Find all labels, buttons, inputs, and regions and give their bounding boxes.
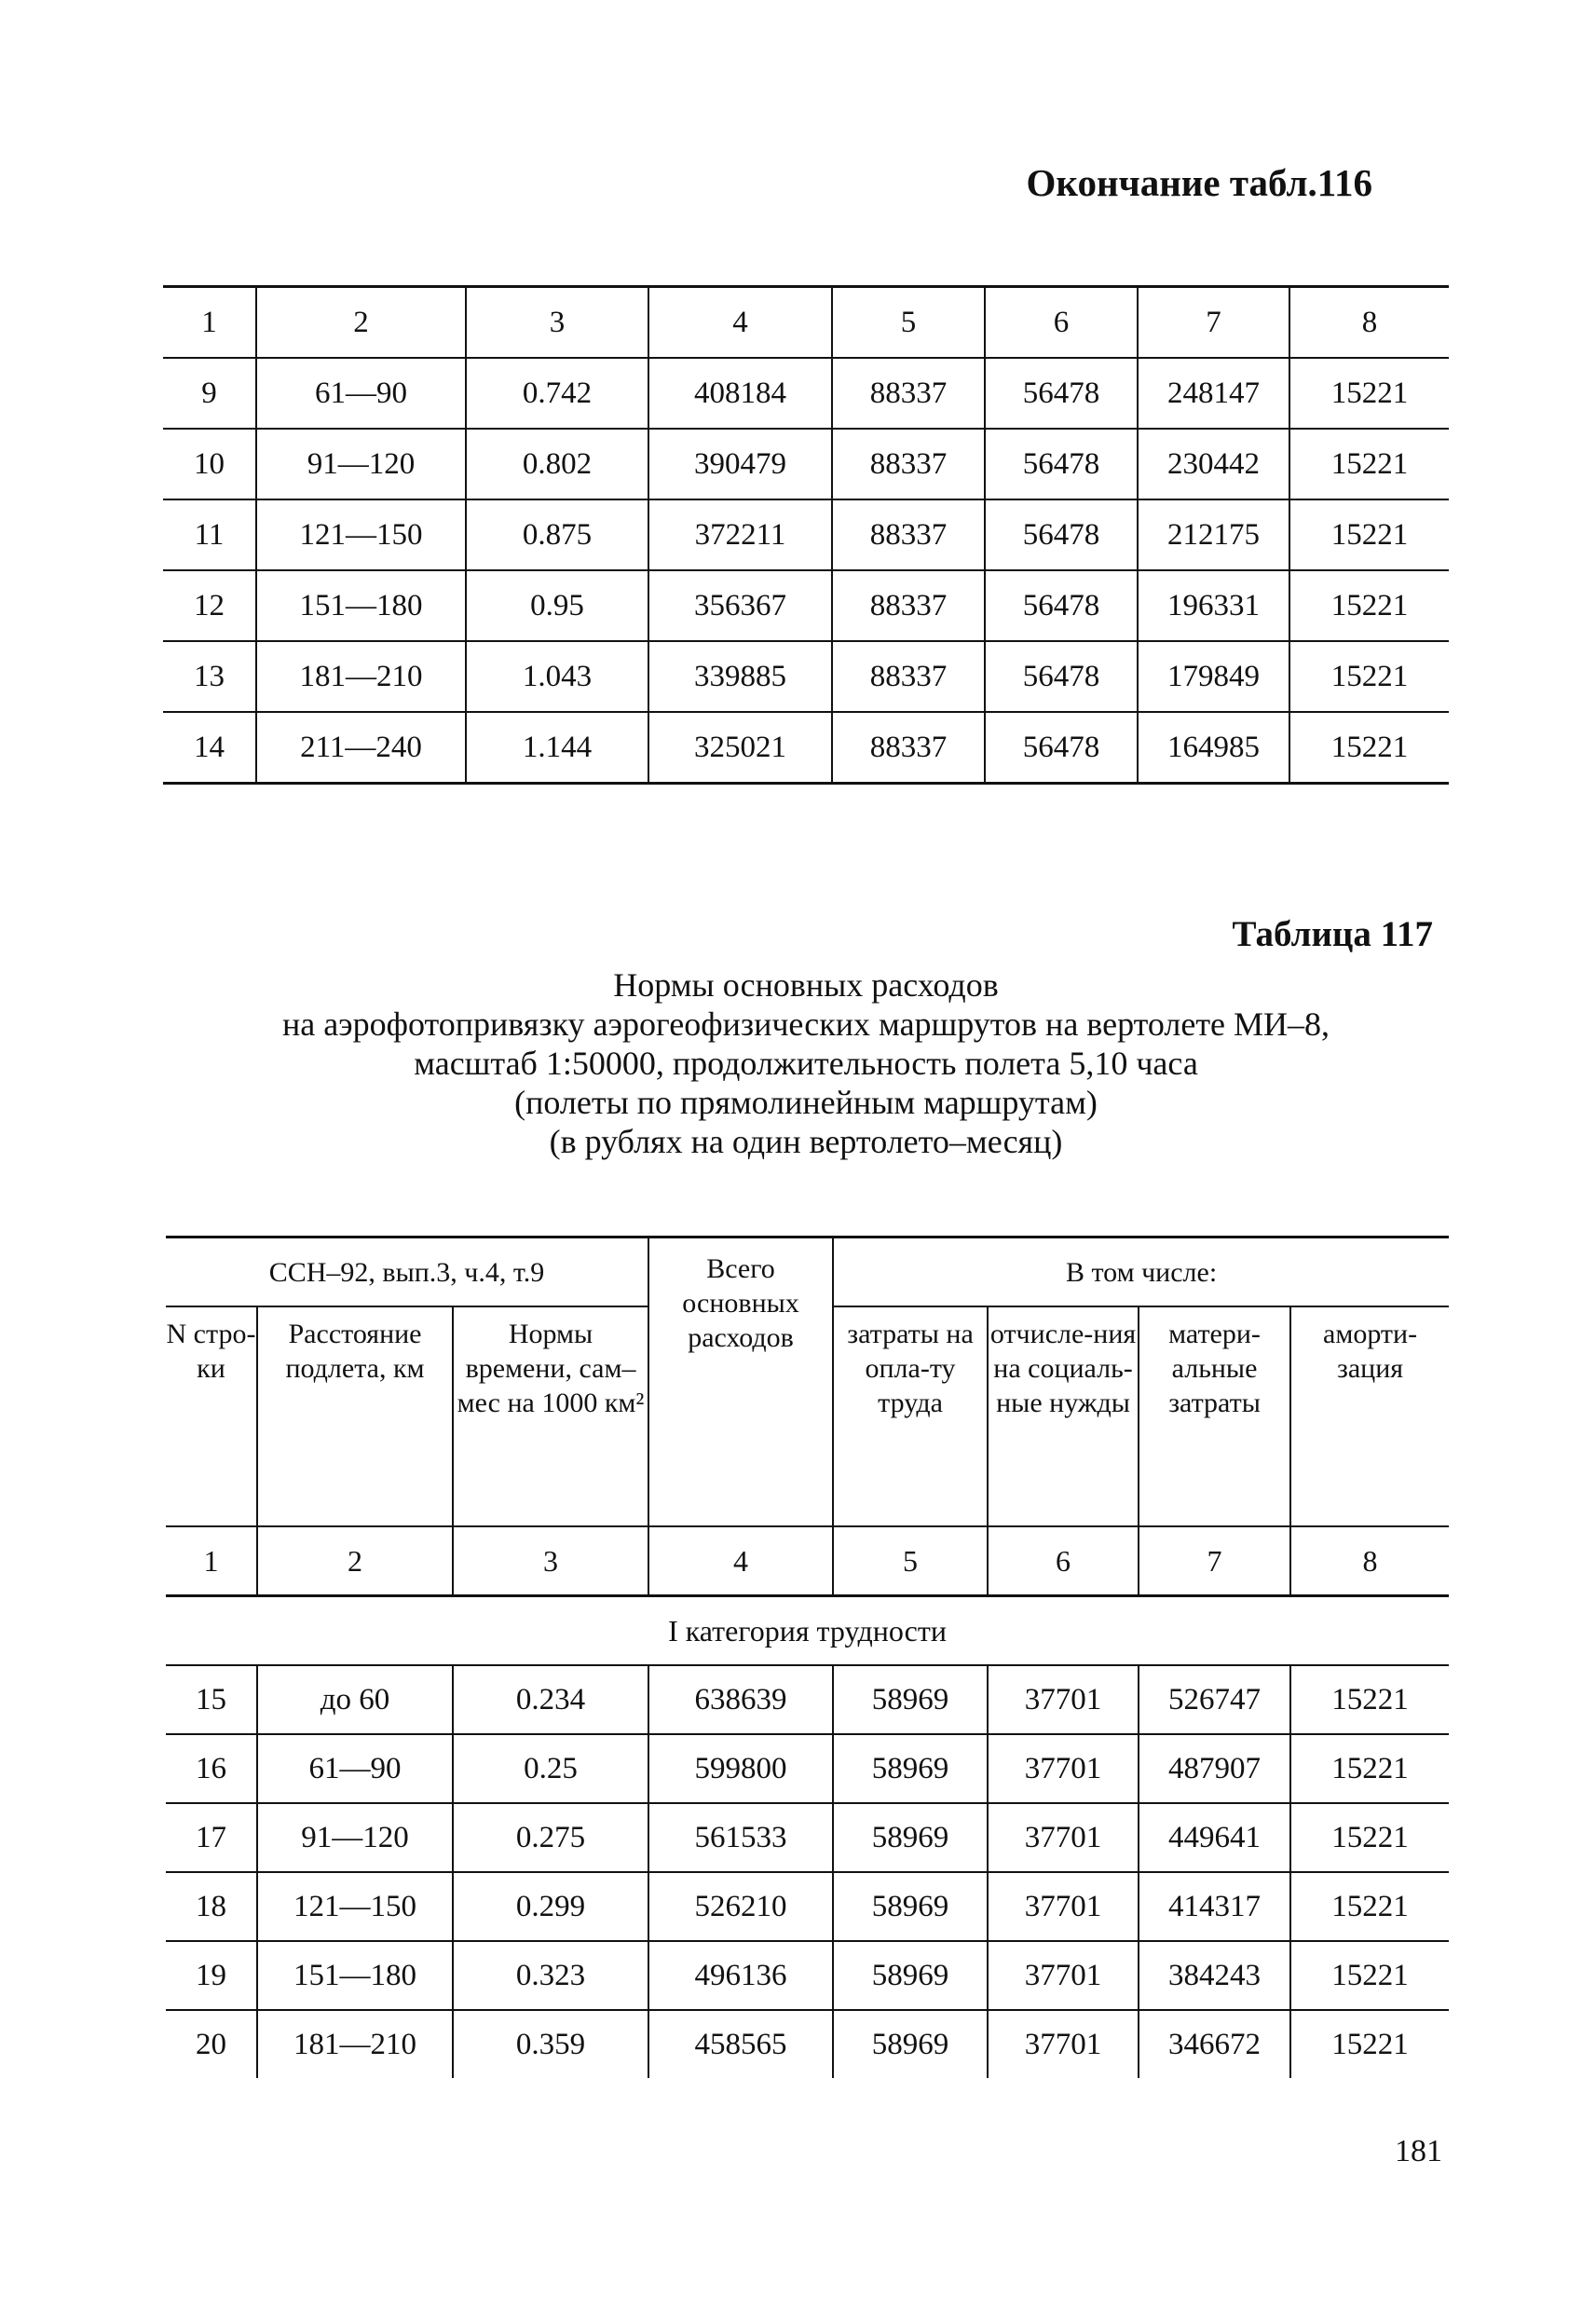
table-row (163, 570, 1449, 641)
table-cell: 15221 (1290, 1734, 1449, 1803)
col-total-header: Всего основных расходов (648, 1238, 833, 1527)
table-cell: 151—180 (256, 570, 466, 641)
table-cell: 17 (166, 1803, 257, 1872)
table-117-number: Таблица 117 (1232, 914, 1433, 954)
header-group-row (166, 1238, 1449, 1307)
col-distance-header: Расстояние подлета, км (257, 1306, 453, 1526)
table-row (163, 358, 1449, 429)
table-cell: 58969 (833, 1665, 988, 1734)
table-cell: 1.144 (466, 712, 648, 784)
table-cell: 346672 (1139, 2010, 1290, 2078)
table-cell: 12 (163, 570, 256, 641)
category-row (166, 1596, 1449, 1666)
table-cell: 88337 (832, 429, 985, 499)
table-cell: 88337 (832, 641, 985, 712)
table-row (163, 499, 1449, 570)
table-cell: 56478 (985, 641, 1138, 712)
table-117 (166, 1236, 1449, 2078)
table-cell: 11 (163, 499, 256, 570)
table-cell: 325021 (648, 712, 832, 784)
table-cell: 91—120 (256, 429, 466, 499)
table-cell: 15221 (1289, 358, 1449, 429)
table-cell: 181—210 (256, 641, 466, 712)
column-number: 6 (988, 1526, 1139, 1596)
table-cell: 212175 (1138, 499, 1289, 570)
table-cell: 15 (166, 1665, 257, 1734)
column-number: 8 (1290, 1526, 1449, 1596)
table-cell: 18 (166, 1872, 257, 1941)
table-cell: 56478 (985, 429, 1138, 499)
table-cell: 0.234 (453, 1665, 648, 1734)
table-cell: 14 (163, 712, 256, 784)
heading-line: (полеты по прямолинейным маршрутам) (514, 1084, 1098, 1121)
table-cell: 449641 (1139, 1803, 1290, 1872)
column-number: 2 (257, 1526, 453, 1596)
table-cell: 0.95 (466, 570, 648, 641)
column-number-row (166, 1526, 1449, 1596)
table-cell: 196331 (1138, 570, 1289, 641)
table-cell: 1.043 (466, 641, 648, 712)
header-row (163, 287, 1449, 359)
column-number: 7 (1139, 1526, 1290, 1596)
table-cell: 356367 (648, 570, 832, 641)
table-cell: 58969 (833, 1803, 988, 1872)
table-cell: 458565 (648, 2010, 833, 2078)
continuation-title: Окончание табл.116 (1026, 161, 1372, 204)
table-cell: 15221 (1289, 641, 1449, 712)
table-cell: 2 (256, 287, 466, 359)
table-cell: 3 (466, 287, 648, 359)
heading-line: (в рублях на один вертолето–месяц) (549, 1123, 1063, 1160)
table-cell: 339885 (648, 641, 832, 712)
table-cell: 56478 (985, 570, 1138, 641)
table-cell: 0.25 (453, 1734, 648, 1803)
table-117-heading (163, 965, 1449, 1161)
table-cell: 56478 (985, 499, 1138, 570)
table-cell: 0.875 (466, 499, 648, 570)
table-cell: 37701 (988, 2010, 1139, 2078)
table-cell: 211—240 (256, 712, 466, 784)
group-including: В том числе: (833, 1238, 1449, 1307)
table-cell: 164985 (1138, 712, 1289, 784)
table-cell: 8 (1289, 287, 1449, 359)
table-cell: 58969 (833, 1941, 988, 2010)
table-cell: 15221 (1290, 1665, 1449, 1734)
table-cell: 58969 (833, 1872, 988, 1941)
column-number: 1 (166, 1526, 257, 1596)
table-cell: 10 (163, 429, 256, 499)
category-label: I категория трудности (166, 1596, 1449, 1666)
group-ssn: ССН–92, вып.3, ч.4, т.9 (166, 1238, 648, 1307)
table-cell: 372211 (648, 499, 832, 570)
table-cell: 487907 (1139, 1734, 1290, 1803)
col-social-header: отчисле-ния на социаль-ные нужды (988, 1306, 1139, 1526)
table-cell: 15221 (1289, 712, 1449, 784)
table-cell: 20 (196, 2027, 226, 2061)
table-cell: 1 (163, 287, 256, 359)
table-cell: 88337 (832, 570, 985, 641)
table-row (163, 641, 1449, 712)
col-row-number-header: N стро-ки (166, 1306, 257, 1526)
column-number: 3 (453, 1526, 648, 1596)
table-cell: 88337 (832, 712, 985, 784)
table-row (166, 2010, 1449, 2078)
table-row (166, 1872, 1449, 1941)
col-labor-header: затраты на опла-ту труда (833, 1306, 988, 1526)
table-cell: 15221 (1289, 570, 1449, 641)
table-cell: 13 (163, 641, 256, 712)
table-116-continuation (163, 285, 1449, 785)
heading-line: на аэрофотопривязку аэрогеофизических маршрутов на вертолете МИ–8, (281, 1005, 1330, 1043)
table-cell: 4 (648, 287, 832, 359)
table-cell: 181—210 (257, 2010, 453, 2078)
table-cell: 526747 (1139, 1665, 1290, 1734)
table-row (163, 429, 1449, 499)
table-cell: 15221 (1290, 1803, 1449, 1872)
table-cell: 91—120 (257, 1803, 453, 1872)
table-cell: 37701 (988, 1941, 1139, 2010)
table-cell: 16 (166, 1734, 257, 1803)
table-cell: 15221 (1289, 499, 1449, 570)
table-cell: 61—90 (257, 1734, 453, 1803)
table-cell: 15221 (1290, 2010, 1449, 2078)
table-row (166, 1803, 1449, 1872)
table-cell: 56478 (985, 358, 1138, 429)
table-cell: 37701 (988, 1734, 1139, 1803)
table-cell: 121—150 (256, 499, 466, 570)
col-time-norm-header: Нормы времени, сам–мес на 1000 км² (453, 1306, 648, 1526)
table-cell: 56478 (985, 712, 1138, 784)
table-cell: 561533 (648, 1803, 833, 1872)
table-cell: 15221 (1290, 1941, 1449, 2010)
table-row (163, 712, 1449, 784)
table-cell: 230442 (1138, 429, 1289, 499)
table-cell: 5 (832, 287, 985, 359)
table-cell: 6 (985, 287, 1138, 359)
table-cell: 121—150 (257, 1872, 453, 1941)
table-cell: 248147 (1138, 358, 1289, 429)
table-row (166, 1734, 1449, 1803)
table-cell: 88337 (832, 358, 985, 429)
table-cell: 0.802 (466, 429, 648, 499)
table-cell: 37701 (988, 1872, 1139, 1941)
page-number: 181 (1395, 2134, 1442, 2168)
col-amortization-header: аморти-зация (1290, 1306, 1449, 1526)
table-cell: 88337 (832, 499, 985, 570)
table-row (166, 1941, 1449, 2010)
table-cell: 638639 (648, 1665, 833, 1734)
table-cell: 9 (163, 358, 256, 429)
col-material-header: матери-альные затраты (1139, 1306, 1290, 1526)
table-cell: 0.742 (466, 358, 648, 429)
column-number: 4 (648, 1526, 833, 1596)
table-cell: 37701 (988, 1803, 1139, 1872)
table-cell: 15221 (1290, 1872, 1449, 1941)
table-cell: 151—180 (257, 1941, 453, 2010)
table-cell: 19 (166, 1941, 257, 2010)
heading-line: Нормы основных расходов (613, 966, 999, 1004)
column-number: 5 (833, 1526, 988, 1596)
heading-line: масштаб 1:50000, продолжительность полета 5,10 часа (414, 1045, 1198, 1082)
table-cell: 408184 (648, 358, 832, 429)
table-cell: 58969 (833, 1734, 988, 1803)
table-cell: 7 (1138, 287, 1289, 359)
table-cell: 0.323 (453, 1941, 648, 2010)
table-cell: 37701 (988, 1665, 1139, 1734)
table-cell: 15221 (1289, 429, 1449, 499)
table-cell: 384243 (1139, 1941, 1290, 2010)
table-cell: 0.299 (453, 1872, 648, 1941)
table-cell: 414317 (1139, 1872, 1290, 1941)
table-cell: 0.275 (453, 1803, 648, 1872)
table-cell: 61—90 (256, 358, 466, 429)
table-cell: 0.359 (453, 2010, 648, 2078)
table-cell: 179849 (1138, 641, 1289, 712)
table-cell: 526210 (648, 1872, 833, 1941)
table-row (166, 1665, 1449, 1734)
table-cell: 496136 (648, 1941, 833, 2010)
table-cell: 390479 (648, 429, 832, 499)
table-cell: 599800 (648, 1734, 833, 1803)
table-cell: 58969 (833, 2010, 988, 2078)
table-cell: до 60 (257, 1665, 453, 1734)
